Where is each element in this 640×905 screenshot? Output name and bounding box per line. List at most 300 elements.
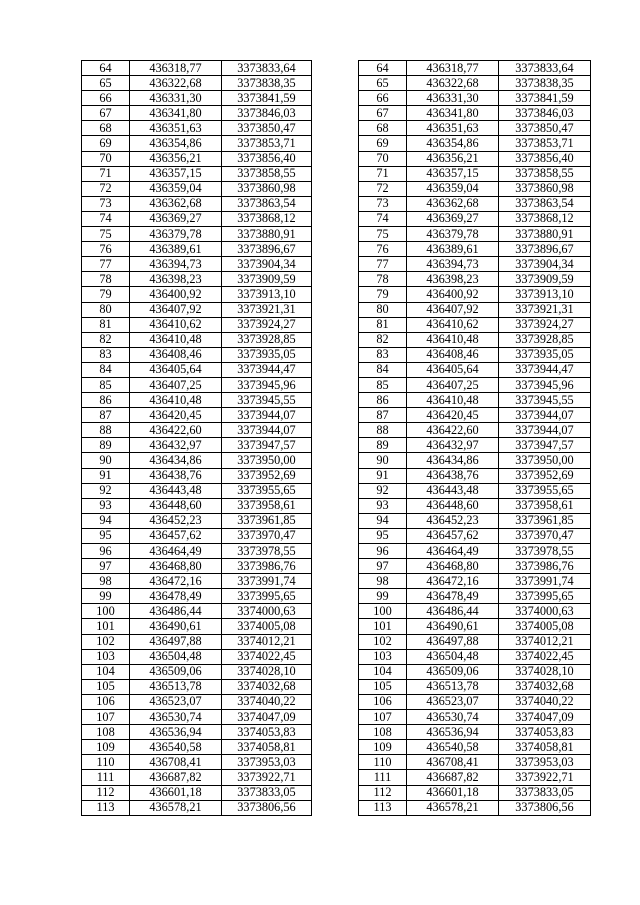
- y-coordinate-cell: 3373913,10: [499, 287, 591, 302]
- x-coordinate-cell: 436523,07: [407, 694, 499, 709]
- y-coordinate-cell: 3373853,71: [499, 136, 591, 151]
- x-coordinate-cell: 436472,16: [407, 574, 499, 589]
- y-coordinate-cell: 3373858,55: [499, 166, 591, 181]
- y-coordinate-cell: 3373924,27: [222, 317, 312, 332]
- point-number-cell: 78: [359, 272, 407, 287]
- x-coordinate-cell: 436405,64: [130, 362, 222, 377]
- x-coordinate-cell: 436472,16: [130, 574, 222, 589]
- table-row: [82, 151, 312, 166]
- point-number-cell: 85: [359, 377, 407, 392]
- table-row: [359, 800, 591, 815]
- x-coordinate-cell: 436457,62: [407, 528, 499, 543]
- x-coordinate-cell: 436410,48: [130, 332, 222, 347]
- point-number-cell: 67: [82, 106, 130, 121]
- point-number-cell: 78: [82, 272, 130, 287]
- point-number-cell: 85: [82, 377, 130, 392]
- y-coordinate-cell: 3374000,63: [222, 604, 312, 619]
- table-row: [82, 770, 312, 785]
- point-number-cell: 73: [82, 196, 130, 211]
- y-coordinate-cell: 3373850,47: [222, 121, 312, 136]
- point-number-cell: 80: [82, 302, 130, 317]
- y-coordinate-cell: 3374040,22: [222, 694, 312, 709]
- table-row: [82, 408, 312, 423]
- table-row: [359, 604, 591, 619]
- table-row: [359, 377, 591, 392]
- x-coordinate-cell: 436394,73: [130, 257, 222, 272]
- table-row: [82, 604, 312, 619]
- point-number-cell: 93: [82, 498, 130, 513]
- table-row: [82, 136, 312, 151]
- point-number-cell: 90: [359, 453, 407, 468]
- x-coordinate-cell: 436405,64: [407, 362, 499, 377]
- table-row: [82, 619, 312, 634]
- x-coordinate-cell: 436504,48: [407, 649, 499, 664]
- point-number-cell: 104: [359, 664, 407, 679]
- x-coordinate-cell: 436504,48: [130, 649, 222, 664]
- y-coordinate-cell: 3373995,65: [499, 589, 591, 604]
- x-coordinate-cell: 436438,76: [130, 468, 222, 483]
- y-coordinate-cell: 3373928,85: [499, 332, 591, 347]
- y-coordinate-cell: 3373850,47: [499, 121, 591, 136]
- y-coordinate-cell: 3373838,35: [499, 76, 591, 91]
- table-row: [359, 136, 591, 151]
- x-coordinate-cell: 436457,62: [130, 528, 222, 543]
- point-number-cell: 70: [359, 151, 407, 166]
- y-coordinate-cell: 3373860,98: [499, 181, 591, 196]
- table-row: [82, 332, 312, 347]
- x-coordinate-cell: 436400,92: [407, 287, 499, 302]
- table-row: [359, 332, 591, 347]
- x-coordinate-cell: 436486,44: [130, 604, 222, 619]
- x-coordinate-cell: 436540,58: [407, 740, 499, 755]
- y-coordinate-cell: 3374028,10: [499, 664, 591, 679]
- table-row: [359, 408, 591, 423]
- y-coordinate-cell: 3373833,64: [499, 61, 591, 76]
- y-coordinate-cell: 3373860,98: [222, 181, 312, 196]
- table-row: [359, 347, 591, 362]
- y-coordinate-cell: 3374058,81: [499, 740, 591, 755]
- point-number-cell: 76: [359, 242, 407, 257]
- y-coordinate-cell: 3373955,65: [222, 483, 312, 498]
- x-coordinate-cell: 436356,21: [130, 151, 222, 166]
- x-coordinate-cell: 436497,88: [407, 634, 499, 649]
- point-number-cell: 75: [82, 227, 130, 242]
- table-row: [82, 694, 312, 709]
- table-row: [82, 544, 312, 559]
- x-coordinate-cell: 436357,15: [130, 166, 222, 181]
- x-coordinate-cell: 436443,48: [130, 483, 222, 498]
- y-coordinate-cell: 3373952,69: [499, 468, 591, 483]
- point-number-cell: 77: [82, 257, 130, 272]
- point-number-cell: 84: [82, 362, 130, 377]
- y-coordinate-cell: 3373896,67: [499, 242, 591, 257]
- table-row: [82, 196, 312, 211]
- table-row: [82, 649, 312, 664]
- y-coordinate-cell: 3373833,64: [222, 61, 312, 76]
- x-coordinate-cell: 436540,58: [130, 740, 222, 755]
- point-number-cell: 112: [359, 785, 407, 800]
- point-number-cell: 84: [359, 362, 407, 377]
- y-coordinate-cell: 3373958,61: [499, 498, 591, 513]
- x-coordinate-cell: 436468,80: [130, 559, 222, 574]
- point-number-cell: 75: [359, 227, 407, 242]
- x-coordinate-cell: 436536,94: [407, 725, 499, 740]
- point-number-cell: 101: [82, 619, 130, 634]
- y-coordinate-cell: 3373856,40: [222, 151, 312, 166]
- y-coordinate-cell: 3373904,34: [222, 257, 312, 272]
- y-coordinate-cell: 3373952,69: [222, 468, 312, 483]
- table-row: [359, 302, 591, 317]
- y-coordinate-cell: 3373945,55: [499, 393, 591, 408]
- x-coordinate-cell: 436422,60: [407, 423, 499, 438]
- point-number-cell: 77: [359, 257, 407, 272]
- point-number-cell: 86: [82, 393, 130, 408]
- table-row: [359, 634, 591, 649]
- table-body-left: [82, 61, 312, 816]
- x-coordinate-cell: 436708,41: [130, 755, 222, 770]
- y-coordinate-cell: 3373947,57: [499, 438, 591, 453]
- table-row: [82, 559, 312, 574]
- point-number-cell: 89: [359, 438, 407, 453]
- table-row: [359, 528, 591, 543]
- y-coordinate-cell: 3373868,12: [499, 211, 591, 226]
- x-coordinate-cell: 436389,61: [130, 242, 222, 257]
- table-row: [359, 362, 591, 377]
- x-coordinate-cell: 436434,86: [407, 453, 499, 468]
- point-number-cell: 113: [82, 800, 130, 815]
- y-coordinate-cell: 3373868,12: [222, 211, 312, 226]
- point-number-cell: 76: [82, 242, 130, 257]
- point-number-cell: 95: [359, 528, 407, 543]
- y-coordinate-cell: 3374005,08: [499, 619, 591, 634]
- y-coordinate-cell: 3373991,74: [222, 574, 312, 589]
- y-coordinate-cell: 3373961,85: [222, 513, 312, 528]
- y-coordinate-cell: 3373935,05: [499, 347, 591, 362]
- table-row: [82, 574, 312, 589]
- table-row: [82, 513, 312, 528]
- table-row: [82, 393, 312, 408]
- y-coordinate-cell: 3373944,07: [222, 408, 312, 423]
- x-coordinate-cell: 436530,74: [407, 710, 499, 725]
- point-number-cell: 102: [359, 634, 407, 649]
- table-row: [359, 649, 591, 664]
- x-coordinate-cell: 436478,49: [130, 589, 222, 604]
- table-row: [82, 377, 312, 392]
- y-coordinate-cell: 3373806,56: [222, 800, 312, 815]
- x-coordinate-cell: 436432,97: [407, 438, 499, 453]
- x-coordinate-cell: 436351,63: [130, 121, 222, 136]
- x-coordinate-cell: 436452,23: [407, 513, 499, 528]
- y-coordinate-cell: 3373922,71: [499, 770, 591, 785]
- table-row: [359, 619, 591, 634]
- point-number-cell: 66: [359, 91, 407, 106]
- y-coordinate-cell: 3373841,59: [499, 91, 591, 106]
- y-coordinate-cell: 3373935,05: [222, 347, 312, 362]
- y-coordinate-cell: 3373858,55: [222, 166, 312, 181]
- table-row: [359, 574, 591, 589]
- y-coordinate-cell: 3374012,21: [222, 634, 312, 649]
- y-coordinate-cell: 3373950,00: [499, 453, 591, 468]
- point-number-cell: 87: [359, 408, 407, 423]
- x-coordinate-cell: 436341,80: [407, 106, 499, 121]
- y-coordinate-cell: 3374032,68: [222, 679, 312, 694]
- point-number-cell: 74: [82, 211, 130, 226]
- y-coordinate-cell: 3373944,07: [222, 423, 312, 438]
- table-row: [82, 755, 312, 770]
- y-coordinate-cell: 3373863,54: [222, 196, 312, 211]
- point-number-cell: 105: [359, 679, 407, 694]
- table-row: [82, 61, 312, 76]
- table-row: [82, 800, 312, 815]
- point-number-cell: 97: [359, 559, 407, 574]
- x-coordinate-cell: 436464,49: [130, 544, 222, 559]
- x-coordinate-cell: 436578,21: [130, 800, 222, 815]
- table-row: [82, 181, 312, 196]
- x-coordinate-cell: 436509,06: [407, 664, 499, 679]
- y-coordinate-cell: 3374028,10: [222, 664, 312, 679]
- x-coordinate-cell: 436420,45: [407, 408, 499, 423]
- point-number-cell: 110: [82, 755, 130, 770]
- table-row: [359, 544, 591, 559]
- x-coordinate-cell: 436322,68: [407, 76, 499, 91]
- point-number-cell: 102: [82, 634, 130, 649]
- table-row: [359, 785, 591, 800]
- y-coordinate-cell: 3373922,71: [222, 770, 312, 785]
- table-row: [359, 61, 591, 76]
- table-row: [82, 664, 312, 679]
- y-coordinate-cell: 3373863,54: [499, 196, 591, 211]
- point-number-cell: 93: [359, 498, 407, 513]
- y-coordinate-cell: 3373846,03: [222, 106, 312, 121]
- point-number-cell: 105: [82, 679, 130, 694]
- point-number-cell: 80: [359, 302, 407, 317]
- table-row: [82, 679, 312, 694]
- x-coordinate-cell: 436410,48: [407, 393, 499, 408]
- x-coordinate-cell: 436490,61: [407, 619, 499, 634]
- x-coordinate-cell: 436448,60: [130, 498, 222, 513]
- x-coordinate-cell: 436407,25: [407, 377, 499, 392]
- point-number-cell: 86: [359, 393, 407, 408]
- x-coordinate-cell: 436408,46: [130, 347, 222, 362]
- x-coordinate-cell: 436398,23: [130, 272, 222, 287]
- point-number-cell: 69: [359, 136, 407, 151]
- x-coordinate-cell: 436513,78: [407, 679, 499, 694]
- point-number-cell: 91: [359, 468, 407, 483]
- x-coordinate-cell: 436398,23: [407, 272, 499, 287]
- x-coordinate-cell: 436408,46: [407, 347, 499, 362]
- x-coordinate-cell: 436357,15: [407, 166, 499, 181]
- x-coordinate-cell: 436322,68: [130, 76, 222, 91]
- table-row: [359, 181, 591, 196]
- point-number-cell: 73: [359, 196, 407, 211]
- y-coordinate-cell: 3373909,59: [499, 272, 591, 287]
- x-coordinate-cell: 436379,78: [407, 227, 499, 242]
- table-row: [82, 76, 312, 91]
- point-number-cell: 100: [359, 604, 407, 619]
- x-coordinate-cell: 436410,62: [130, 317, 222, 332]
- x-coordinate-cell: 436443,48: [407, 483, 499, 498]
- x-coordinate-cell: 436369,27: [130, 211, 222, 226]
- point-number-cell: 91: [82, 468, 130, 483]
- x-coordinate-cell: 436478,49: [407, 589, 499, 604]
- x-coordinate-cell: 436452,23: [130, 513, 222, 528]
- table-row: [82, 91, 312, 106]
- point-number-cell: 68: [359, 121, 407, 136]
- point-number-cell: 88: [359, 423, 407, 438]
- y-coordinate-cell: 3373846,03: [499, 106, 591, 121]
- table-row: [82, 589, 312, 604]
- y-coordinate-cell: 3373880,91: [499, 227, 591, 242]
- point-number-cell: 90: [82, 453, 130, 468]
- x-coordinate-cell: 436318,77: [130, 61, 222, 76]
- point-number-cell: 92: [82, 483, 130, 498]
- point-number-cell: 72: [359, 181, 407, 196]
- point-number-cell: 98: [359, 574, 407, 589]
- x-coordinate-cell: 436359,04: [130, 181, 222, 196]
- table-row: [359, 725, 591, 740]
- y-coordinate-cell: 3373945,96: [499, 377, 591, 392]
- y-coordinate-cell: 3373833,05: [499, 785, 591, 800]
- point-number-cell: 100: [82, 604, 130, 619]
- table-row: [82, 453, 312, 468]
- table-row: [82, 166, 312, 181]
- point-number-cell: 96: [359, 544, 407, 559]
- x-coordinate-cell: 436438,76: [407, 468, 499, 483]
- x-coordinate-cell: 436410,62: [407, 317, 499, 332]
- x-coordinate-cell: 436389,61: [407, 242, 499, 257]
- point-number-cell: 71: [359, 166, 407, 181]
- point-number-cell: 106: [82, 694, 130, 709]
- point-number-cell: 99: [82, 589, 130, 604]
- y-coordinate-cell: 3373896,67: [222, 242, 312, 257]
- table-row: [82, 347, 312, 362]
- table-row: [82, 483, 312, 498]
- table-row: [82, 725, 312, 740]
- x-coordinate-cell: 436420,45: [130, 408, 222, 423]
- y-coordinate-cell: 3373856,40: [499, 151, 591, 166]
- point-number-cell: 83: [359, 347, 407, 362]
- table-row: [359, 438, 591, 453]
- x-coordinate-cell: 436351,63: [407, 121, 499, 136]
- y-coordinate-cell: 3373913,10: [222, 287, 312, 302]
- point-number-cell: 81: [359, 317, 407, 332]
- y-coordinate-cell: 3374058,81: [222, 740, 312, 755]
- table-row: [359, 106, 591, 121]
- coordinates-table-right: [358, 60, 591, 816]
- table-row: [359, 91, 591, 106]
- x-coordinate-cell: 436407,92: [407, 302, 499, 317]
- point-number-cell: 98: [82, 574, 130, 589]
- y-coordinate-cell: 3373986,76: [499, 559, 591, 574]
- y-coordinate-cell: 3374032,68: [499, 679, 591, 694]
- x-coordinate-cell: 436448,60: [407, 498, 499, 513]
- y-coordinate-cell: 3374047,09: [499, 710, 591, 725]
- x-coordinate-cell: 436536,94: [130, 725, 222, 740]
- x-coordinate-cell: 436708,41: [407, 755, 499, 770]
- table-row: [359, 559, 591, 574]
- table-row: [82, 710, 312, 725]
- table-row: [82, 106, 312, 121]
- point-number-cell: 64: [82, 61, 130, 76]
- x-coordinate-cell: 436687,82: [407, 770, 499, 785]
- x-coordinate-cell: 436530,74: [130, 710, 222, 725]
- y-coordinate-cell: 3374022,45: [222, 649, 312, 664]
- table-row: [82, 468, 312, 483]
- y-coordinate-cell: 3374047,09: [222, 710, 312, 725]
- point-number-cell: 92: [359, 483, 407, 498]
- point-number-cell: 79: [82, 287, 130, 302]
- point-number-cell: 97: [82, 559, 130, 574]
- point-number-cell: 108: [359, 725, 407, 740]
- x-coordinate-cell: 436497,88: [130, 634, 222, 649]
- table-row: [359, 272, 591, 287]
- x-coordinate-cell: 436407,25: [130, 377, 222, 392]
- x-coordinate-cell: 436410,48: [407, 332, 499, 347]
- x-coordinate-cell: 436687,82: [130, 770, 222, 785]
- point-number-cell: 87: [82, 408, 130, 423]
- point-number-cell: 83: [82, 347, 130, 362]
- point-number-cell: 103: [359, 649, 407, 664]
- table-row: [82, 272, 312, 287]
- point-number-cell: 88: [82, 423, 130, 438]
- point-number-cell: 65: [359, 76, 407, 91]
- y-coordinate-cell: 3373880,91: [222, 227, 312, 242]
- x-coordinate-cell: 436362,68: [407, 196, 499, 211]
- point-number-cell: 101: [359, 619, 407, 634]
- table-row: [359, 589, 591, 604]
- x-coordinate-cell: 436601,18: [130, 785, 222, 800]
- x-coordinate-cell: 436356,21: [407, 151, 499, 166]
- x-coordinate-cell: 436410,48: [130, 393, 222, 408]
- point-number-cell: 107: [359, 710, 407, 725]
- table-row: [359, 755, 591, 770]
- point-number-cell: 106: [359, 694, 407, 709]
- point-number-cell: 64: [359, 61, 407, 76]
- point-number-cell: 94: [82, 513, 130, 528]
- table-row: [359, 166, 591, 181]
- table-row: [82, 317, 312, 332]
- point-number-cell: 89: [82, 438, 130, 453]
- point-number-cell: 109: [359, 740, 407, 755]
- table-row: [359, 664, 591, 679]
- table-row: [359, 211, 591, 226]
- table-row: [82, 362, 312, 377]
- x-coordinate-cell: 436434,86: [130, 453, 222, 468]
- point-number-cell: 69: [82, 136, 130, 151]
- table-row: [82, 302, 312, 317]
- y-coordinate-cell: 3373944,07: [499, 423, 591, 438]
- table-row: [82, 257, 312, 272]
- table-row: [359, 151, 591, 166]
- table-row: [359, 694, 591, 709]
- table-row: [359, 317, 591, 332]
- table-row: [359, 423, 591, 438]
- table-row: [82, 287, 312, 302]
- table-row: [359, 393, 591, 408]
- y-coordinate-cell: 3373953,03: [499, 755, 591, 770]
- table-row: [359, 227, 591, 242]
- point-number-cell: 103: [82, 649, 130, 664]
- y-coordinate-cell: 3373909,59: [222, 272, 312, 287]
- y-coordinate-cell: 3373838,35: [222, 76, 312, 91]
- point-number-cell: 66: [82, 91, 130, 106]
- x-coordinate-cell: 436369,27: [407, 211, 499, 226]
- table-row: [359, 679, 591, 694]
- y-coordinate-cell: 3373947,57: [222, 438, 312, 453]
- x-coordinate-cell: 436394,73: [407, 257, 499, 272]
- point-number-cell: 70: [82, 151, 130, 166]
- table-row: [359, 483, 591, 498]
